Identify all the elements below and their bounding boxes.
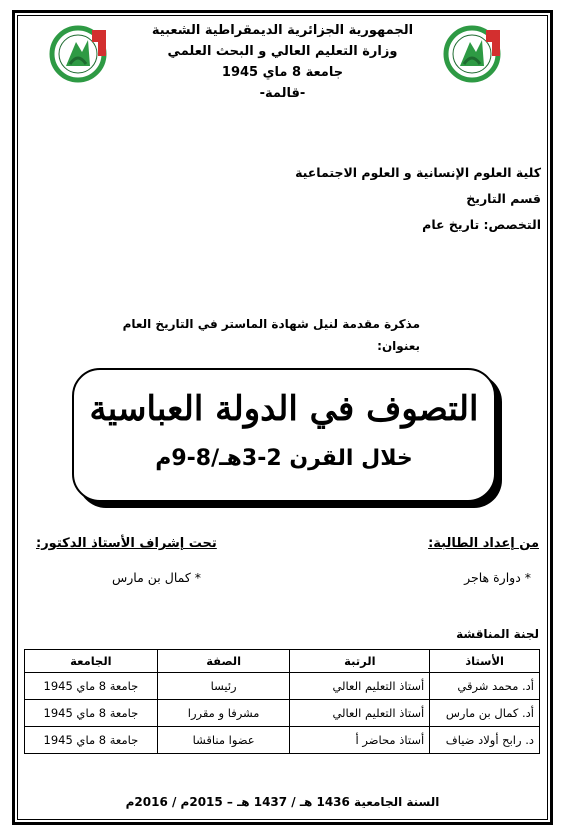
supervisor-name: * كمال بن مارس <box>112 570 202 585</box>
header-university: الجامعة <box>25 650 158 673</box>
member-university: جامعة 8 ماي 1945 <box>25 727 158 754</box>
memo-title-label: بعنوان: <box>377 339 420 353</box>
prepared-by-label: من إعداد الطالبة: <box>428 536 539 551</box>
committee-header-row <box>25 650 540 673</box>
header-role: الصفة <box>157 650 290 673</box>
republic-name: الجمهورية الجزائرية الديمقراطية الشعبية <box>151 23 414 38</box>
university-name: جامعة 8 ماي 1945 <box>221 65 344 80</box>
university-emblem-icon <box>48 22 112 86</box>
member-role: عضوا مناقشا <box>157 727 290 754</box>
academic-year: السنة الجامعية 1436 هـ / 1437 هـ – 2015م / 2016م <box>125 795 440 809</box>
member-role: مشرفا و مقررا <box>157 700 290 727</box>
department-name: قسم التاريخ <box>466 191 541 206</box>
memo-intro <box>123 313 420 357</box>
committee-label: لجنة المناقشة <box>456 627 539 641</box>
member-rank: أستاذ التعليم العالي <box>290 673 430 700</box>
table-row <box>25 673 540 700</box>
member-rank: أستاذ محاضر أ <box>290 727 430 754</box>
header-rank: الرتبة <box>290 650 430 673</box>
table-row <box>25 700 540 727</box>
member-rank: أستاذ التعليم العالي <box>290 700 430 727</box>
thesis-title-box <box>72 368 496 502</box>
memo-description: مذكرة مقدمة لنيل شهادة الماستر في التاريخ العام <box>122 317 420 331</box>
member-name: أد. محمد شرقي <box>430 673 540 700</box>
faculty-info <box>295 160 541 238</box>
member-name: أد. كمال بن مارس <box>430 700 540 727</box>
member-university: جامعة 8 ماي 1945 <box>25 673 158 700</box>
institution-header <box>120 20 445 104</box>
thesis-title: التصوف في الدولة العباسية <box>89 389 479 429</box>
member-university: جامعة 8 ماي 1945 <box>25 700 158 727</box>
college-name: كلية العلوم الإنسانية و العلوم الاجتماعية <box>295 165 541 180</box>
committee-table <box>24 649 540 754</box>
header-professor: الأستاذ <box>430 650 540 673</box>
university-emblem-icon <box>442 22 506 86</box>
supervisor-label: تحت إشراف الأستاذ الدكتور: <box>36 536 217 551</box>
member-role: رئيسا <box>157 673 290 700</box>
ministry-name: وزارة التعليم العالي و البحث العلمي <box>167 44 398 59</box>
specialty-name: التخصص: تاريخ عام <box>422 217 541 232</box>
student-name: * دوارة هاجر <box>464 570 531 585</box>
thesis-subtitle: خلال القرن 2-3هـ/8-9م <box>155 446 413 471</box>
table-row <box>25 727 540 754</box>
university-city: -قالمة- <box>259 86 306 101</box>
member-name: د. رابح أولاد ضياف <box>430 727 540 754</box>
